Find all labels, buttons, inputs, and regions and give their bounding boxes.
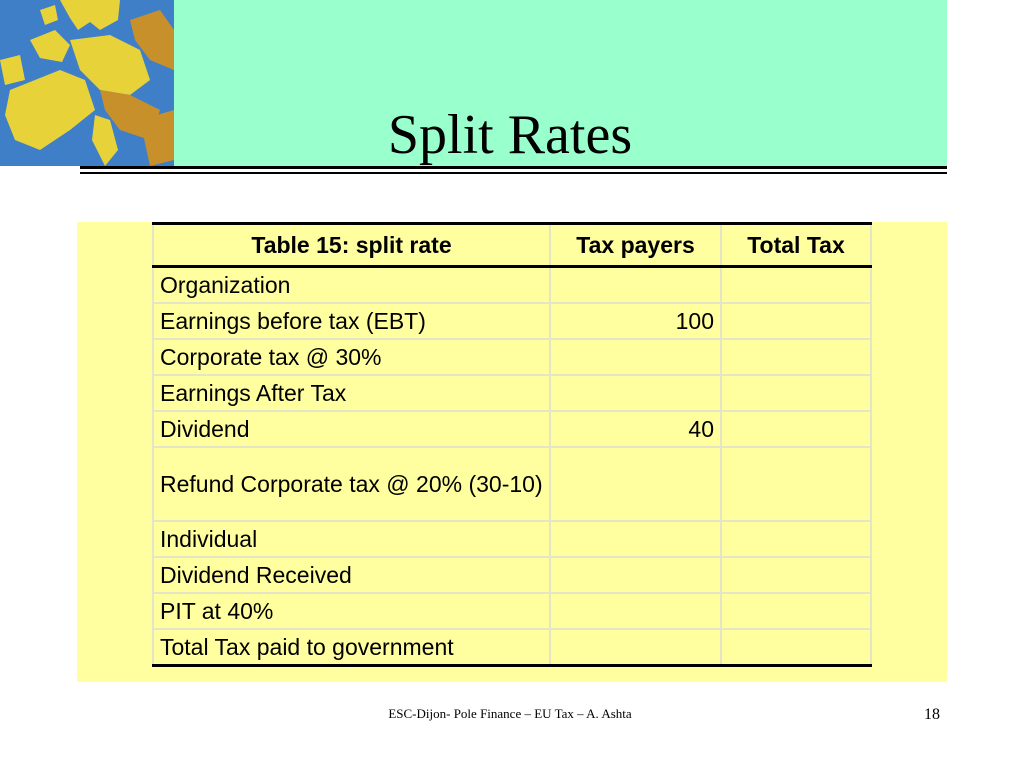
total-tax-cell bbox=[721, 593, 871, 629]
table-row bbox=[153, 375, 871, 411]
total-tax-cell bbox=[721, 629, 871, 666]
row-label: Total Tax paid to government bbox=[153, 629, 550, 666]
table-row bbox=[153, 447, 871, 521]
split-rate-table bbox=[152, 222, 872, 667]
table-row bbox=[153, 303, 871, 339]
tax-payers-cell bbox=[550, 375, 721, 411]
table-header-row bbox=[153, 224, 871, 267]
title-rule-thin bbox=[80, 172, 947, 174]
row-label: PIT at 40% bbox=[153, 593, 550, 629]
row-label: Earnings before tax (EBT) bbox=[153, 303, 550, 339]
header-total-tax: Total Tax bbox=[721, 224, 871, 267]
table-row bbox=[153, 339, 871, 375]
tax-payers-cell bbox=[550, 629, 721, 666]
table-row bbox=[153, 267, 871, 304]
header-tax-payers: Tax payers bbox=[550, 224, 721, 267]
table-row bbox=[153, 593, 871, 629]
row-label: Organization bbox=[153, 267, 550, 304]
slide-title: Split Rates bbox=[387, 104, 633, 166]
total-tax-cell bbox=[721, 267, 871, 304]
table-row bbox=[153, 411, 871, 447]
page-number: 18 bbox=[924, 706, 940, 723]
total-tax-cell bbox=[721, 303, 871, 339]
total-tax-cell bbox=[721, 339, 871, 375]
total-tax-cell bbox=[721, 447, 871, 521]
tax-payers-cell: 100 bbox=[550, 303, 721, 339]
row-label: Dividend Received bbox=[153, 557, 550, 593]
tax-payers-cell bbox=[550, 521, 721, 557]
table-row bbox=[153, 629, 871, 666]
total-tax-cell bbox=[721, 375, 871, 411]
row-label: Earnings After Tax bbox=[153, 375, 550, 411]
row-label: Individual bbox=[153, 521, 550, 557]
table-row bbox=[153, 521, 871, 557]
row-label: Corporate tax @ 30% bbox=[153, 339, 550, 375]
tax-payers-cell bbox=[550, 339, 721, 375]
header-table-15: Table 15: split rate bbox=[153, 224, 550, 267]
europe-map-image bbox=[0, 0, 174, 166]
tax-payers-cell bbox=[550, 447, 721, 521]
title-rule-thick bbox=[80, 166, 947, 169]
tax-payers-cell bbox=[550, 593, 721, 629]
tax-payers-cell bbox=[550, 557, 721, 593]
tax-payers-cell bbox=[550, 267, 721, 304]
total-tax-cell bbox=[721, 411, 871, 447]
row-label: Dividend bbox=[153, 411, 550, 447]
total-tax-cell bbox=[721, 521, 871, 557]
total-tax-cell bbox=[721, 557, 871, 593]
row-label: Refund Corporate tax @ 20% (30-10) bbox=[153, 447, 550, 521]
slide-footer: ESC-Dijon- Pole Finance – EU Tax – A. Ashta bbox=[388, 706, 632, 721]
tax-payers-cell: 40 bbox=[550, 411, 721, 447]
table-row bbox=[153, 557, 871, 593]
